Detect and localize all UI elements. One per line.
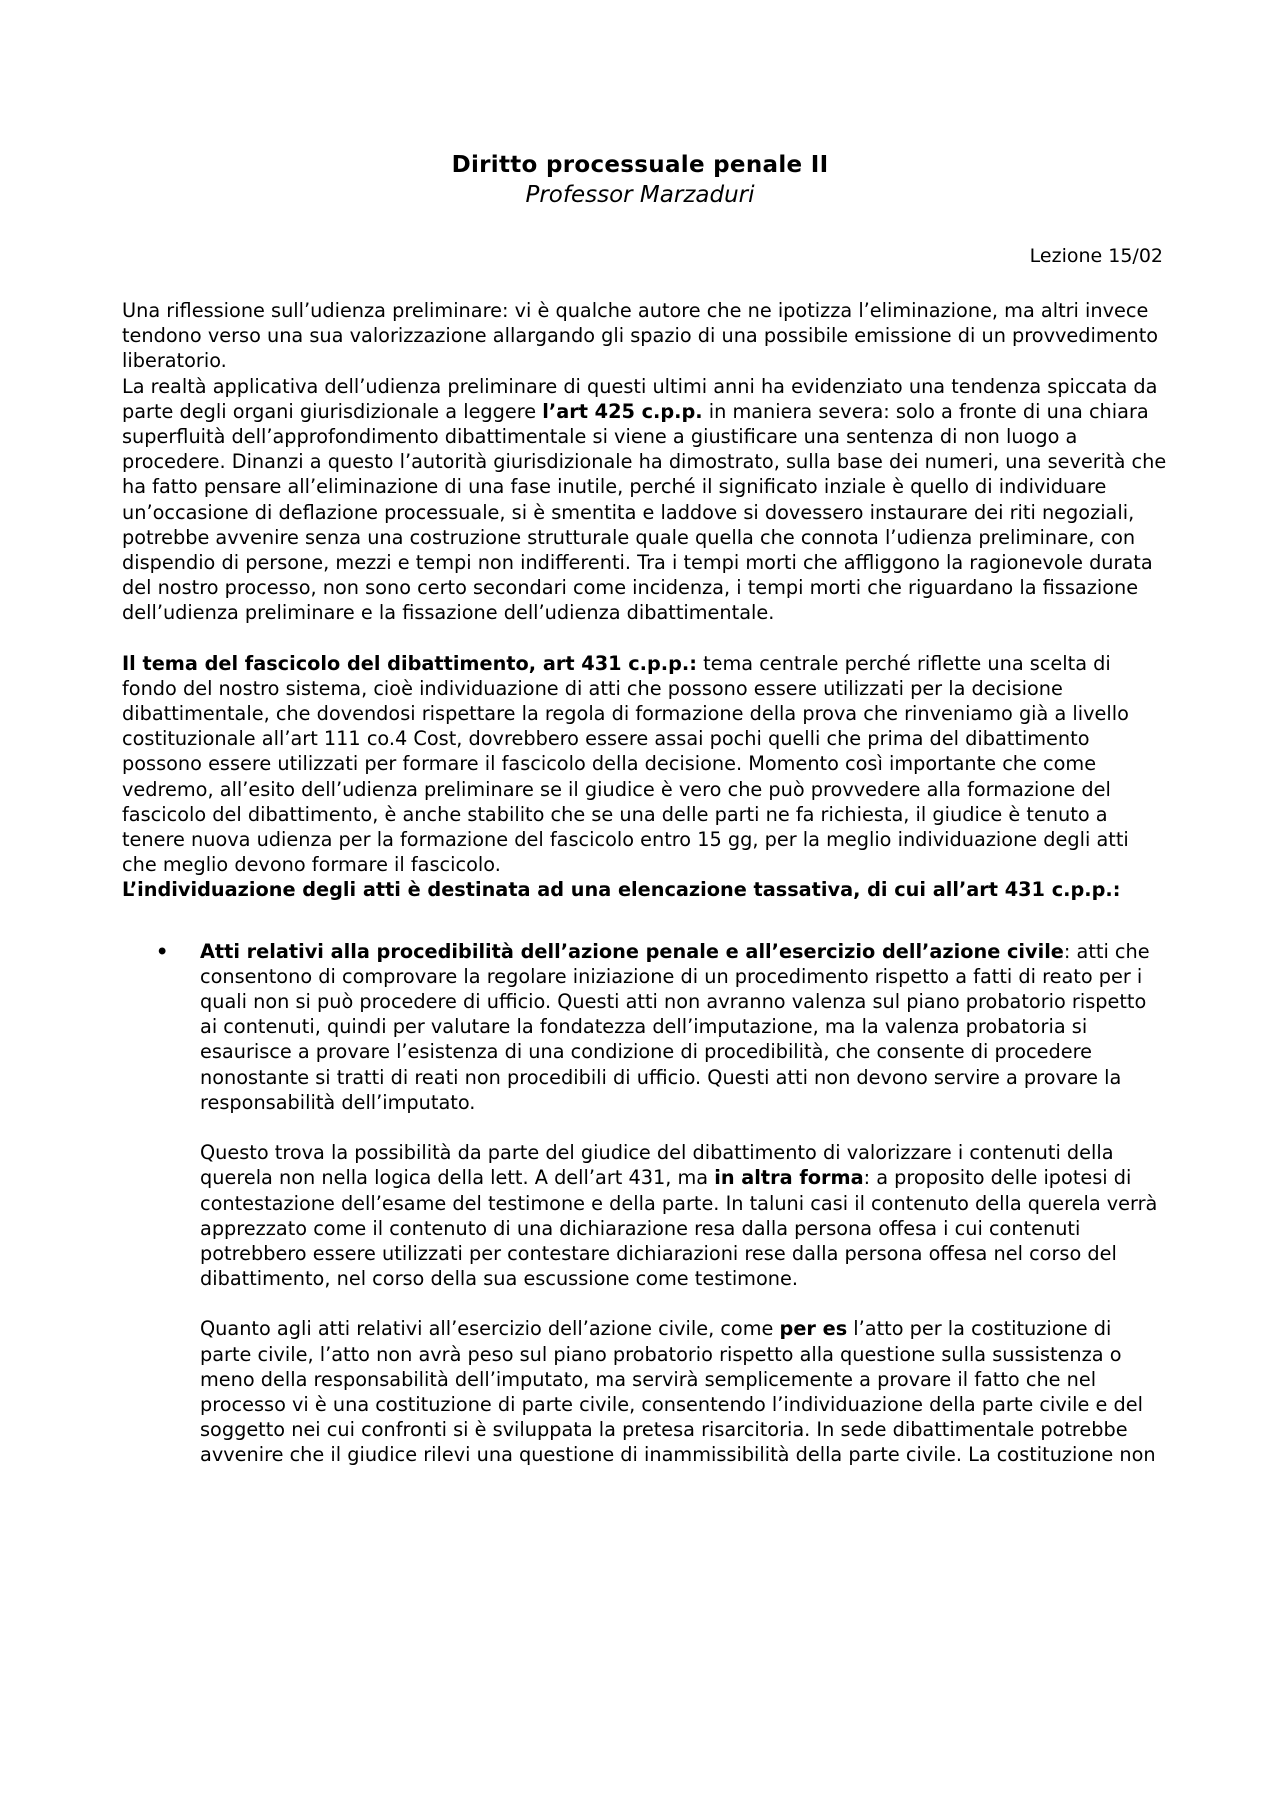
paragraph-text: : a proposito delle ipotesi di contestazione dell’esame del testimone e della parte. In taluni casi il contenuto della querela verrà apprezzato come il contenuto di una dichiarazione resa dalla persona offesa i cui contenuti potrebbero essere utilizzati per contestare dichiarazioni rese dalla persona offesa nel corso del dibattimento, nel corso della sua escussione come testimone.: [200, 1166, 1158, 1291]
bullet-list: [122, 939, 1167, 1115]
paragraph-azione-civile: [122, 1316, 1167, 1467]
paragraph-bold-text: L’individuazione degli atti è destinata ad una elencazione tassativa, di cui all’art 431 c.p.p.:: [122, 878, 1121, 902]
paragraph-fascicolo: [122, 651, 1167, 878]
document-title: Diritto processuale penale II: [451, 152, 829, 178]
list-item-text: : atti che consentono di comprovare la regolare iniziazione di un procedimento rispetto a fatti di reato per i quali non si può procedere di ufficio. Questi atti non avranno valenza sul piano probatorio rispetto ai contenuti, quindi per valutare la fondatezza dell’imputazione, ma la valenza probatoria si esaurisce a provare l’esistenza di una condizione di procedibilità, che consente di procedere nonostante si tratti di reati non procedibili di ufficio. Questi atti non devono servire a provare la responsabilità dell’imputato.: [200, 939, 1150, 1114]
paragraph-intro: Una riflessione sull’udienza preliminare: vi è qualche autore che ne ipotizza l’eliminazione, ma altri invece tendono verso una sua valorizzazione allargando gli spazio di una possibile emissione di un provvedimento liberatorio.: [122, 299, 1159, 373]
paragraph-bold-text: per es: [779, 1317, 848, 1341]
title-block: [0, 150, 1280, 210]
paragraph-bold-text: l’art 425 c.p.p.: [542, 399, 703, 423]
list-item-bold-text: Atti relativi alla procedibilità dell’azione penale e all’esercizio dell’azione civile: [200, 939, 1064, 963]
paragraph-querela: [122, 1140, 1167, 1291]
paragraph-bold-text: Il tema del fascicolo del dibattimento, art 431 c.p.p.:: [122, 651, 697, 675]
paragraph-bold-text: in altra forma: [714, 1166, 864, 1190]
spacer: [122, 1291, 1167, 1316]
spacer: [122, 626, 1167, 651]
paragraph-text: Quanto agli atti relativi all’esercizio dell’azione civile, come: [200, 1317, 780, 1341]
spacer: [122, 1115, 1167, 1140]
paragraph-text: tema centrale perché riflette una scelta di fondo del nostro sistema, cioè individuazione di atti che possono essere utilizzati per la decisione dibattimentale, che dovendosi rispettare la regola di formazione della prova che rinveniamo già a livello costituzionale all’art 111 co.4 Cost, dovrebbero essere assai pochi quelli che prima del dibattimento possono essere utilizzati per formare il fascicolo della decisione. Momento così importante che come vedremo, all’esito dell’udienza preliminare se il giudice è vero che può provvedere alla formazione del fascicolo del dibattimento, è anche stabilito che se una delle parti ne fa richiesta, il giudice è tenuto a tenere nuova udienza per la formazione del fascicolo entro 15 gg, per la meglio individuazione degli atti che meglio devono formare il fascicolo.: [122, 651, 1129, 877]
paragraph-text: Questo trova la possibilità da parte del giudice del dibattimento di valorizzare i contenuti della querela non nella logica della lett. A dell’art 431, ma: [200, 1141, 1114, 1190]
bullet-icon: •: [156, 939, 169, 963]
list-item: [122, 939, 1167, 1115]
paragraph-text: l’atto per la costituzione di parte civile, l’atto non avrà peso sul piano probatorio rispetto alla questione sulla sussistenza o meno della responsabilità dell’imputato, ma servirà semplicemente a provare il fatto che nel processo vi è una costituzione di parte civile, consentendo l’individuazione della parte civile e del soggetto nei cui confronti si è sviluppata la pretesa risarcitoria. In sede dibattimentale potrebbe avvenire che il giudice rilevi una questione di inammissibilità della parte civile. La costituzione non: [200, 1317, 1156, 1467]
spacer: [122, 903, 1167, 939]
paragraph-text: La realtà applicativa dell’udienza preliminare di questi ultimi anni ha evidenziato una tendenza spiccata da parte degli organi giurisdizionale a leggere: [122, 374, 1158, 423]
paragraph-elencazione: [122, 877, 1167, 902]
paragraph-text: in maniera severa: solo a fronte di una chiara superfluità dell’approfondimento dibattimentale si viene a giustificare una sentenza di non luogo a procedere. Dinanzi a questo l’autorità giurisdizionale ha dimostrato, sulla base dei numeri, una severità che ha fatto pensare all’eliminazione di una fase inutile, perché il significato inziale è quello di individuare un’occasione di deflazione processuale, si è smentita e laddove si dovessero instaurare dei riti negoziali, potrebbe avvenire senza una costruzione strutturale quale quella che connota l’udienza preliminare, con dispendio di persone, mezzi e tempi non indifferenti. Tra i tempi morti che affliggono la ragionevole durata del nostro processo, non sono certo secondari come incidenza, i tempi morti che riguardano la fissazione dell’udienza preliminare e la fissazione dell’udienza dibattimentale.: [122, 399, 1167, 625]
lesson-label: Lezione 15/02: [1029, 245, 1163, 267]
document-body: [122, 298, 1167, 1468]
paragraph-udienza: [122, 374, 1167, 626]
document-subtitle: Professor Marzaduri: [525, 182, 755, 208]
